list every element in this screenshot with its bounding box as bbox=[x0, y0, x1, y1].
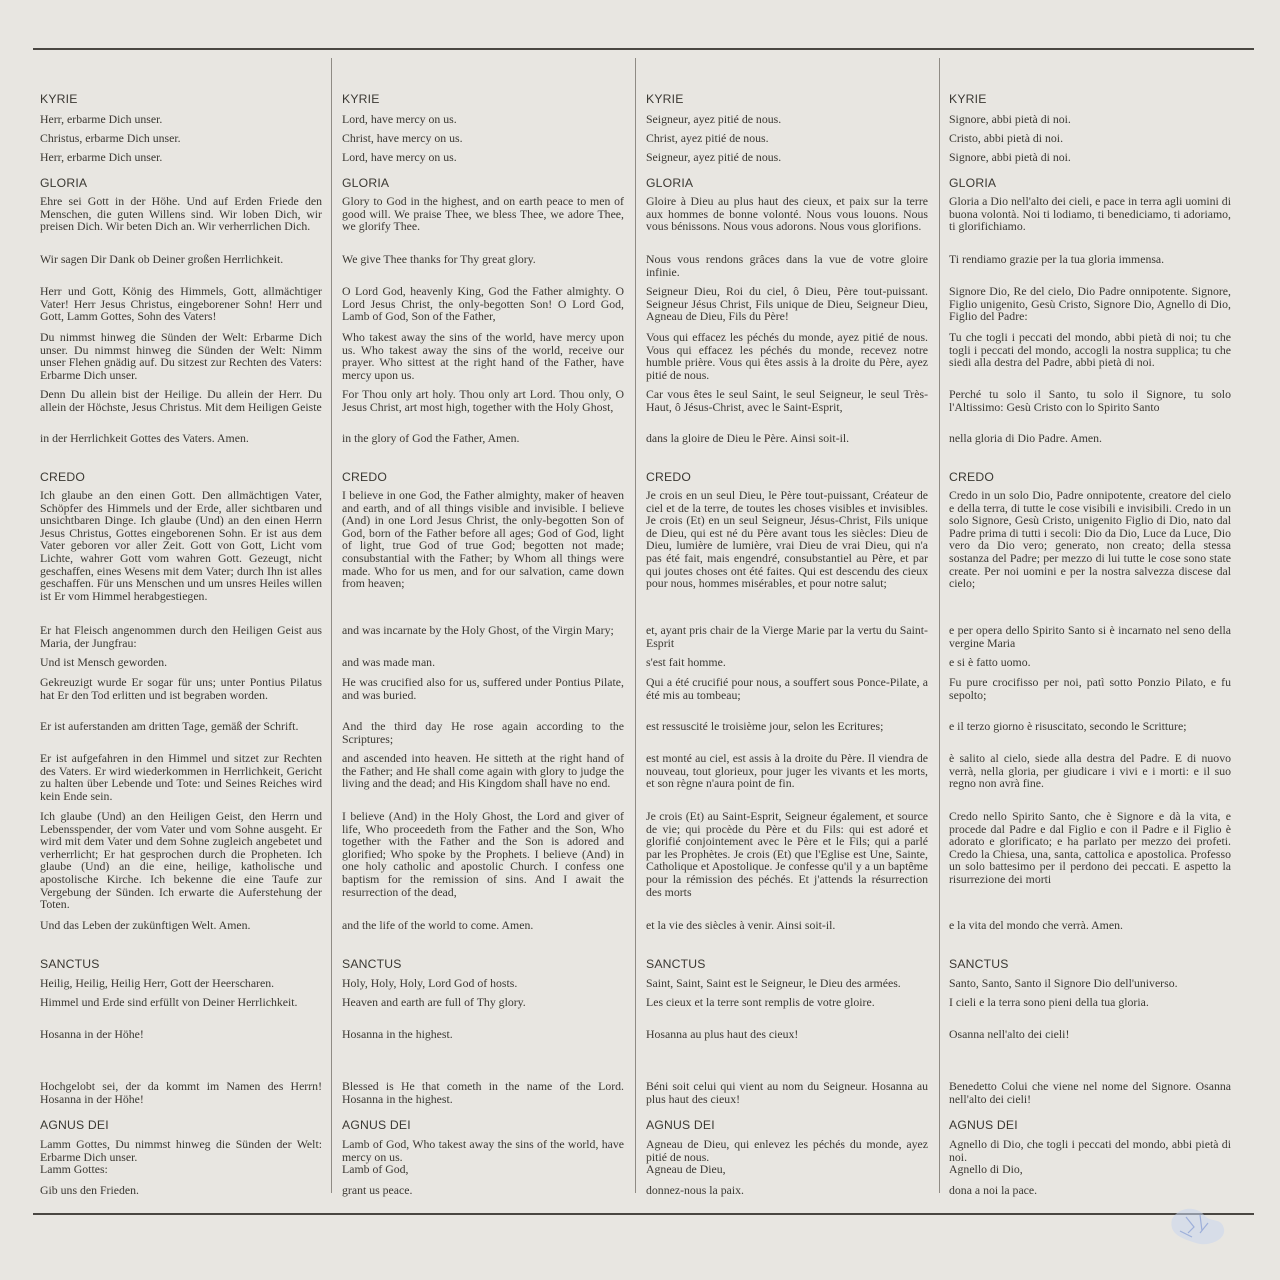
agnus-paragraph: Agneau de Dieu, qui enlevez les péchés du monde, ayez pitié de nous. bbox=[646, 1137, 928, 1164]
sanctus-paragraph: Santo, Santo, Santo il Signore Dio dell'universo. bbox=[949, 976, 1178, 990]
credo-paragraph: He was crucified also for us, suffered under Pontius Pilate, and was buried. bbox=[342, 675, 624, 702]
credo-paragraph: Und ist Mensch geworden. bbox=[40, 655, 168, 669]
credo-paragraph: e si è fatto uomo. bbox=[949, 655, 1031, 669]
gloria-title: GLORIA bbox=[342, 176, 390, 190]
sanctus-paragraph: Saint, Saint, Saint est le Seigneur, le Dieu des armées. bbox=[646, 976, 901, 990]
credo-paragraph: Credo in un solo Dio, Padre onnipotente, creatore del cielo e della terra, di tutte le cose visibili e invisibili. Credo in un solo Signore, Gesù Cristo, unigenito Figlio di Dio, nato dal Padre prima di tutti i secoli: Dio da Dio, Luce da Luce, Dio vero da Dio vero; generato, non creato; della stessa sostanza del Padre; per mezzo di lui tutte le cose sono state create. Per noi uomini e per la nostra salvezza discese dal cielo; bbox=[949, 488, 1231, 591]
credo-paragraph: I believe (And) in the Holy Ghost, the Lord and giver of life, Who proceedeth from the Father and the Son, Who together with the Father and the Son is adored and glorified; Who spoke by the Prophets. I believe (And) in one holy catholic and apostolic Church. I confess one baptism for the remission of sins. And I await the resurrection of the dead, bbox=[342, 809, 624, 899]
credo-paragraph: Gekreuzigt wurde Er sogar für uns; unter Pontius Pilatus hat Er den Tod erlitten und ist begraben worden. bbox=[40, 675, 322, 702]
credo-paragraph: Ich glaube an den einen Gott. Den allmächtigen Vater, Schöpfer des Himmels und der Erde, aller sichtbaren und unsichtbaren Dinge. Ich glaube (Und) an den einen Herrn Jesus Christus, Gottes eingeborenen Sohn. Er ist aus dem Vater geboren vor aller Zeit. Gott von Gott, Licht vom Lichte, wahrer Gott vom wahren Gott. Gezeugt, nicht geschaffen, eines Wesens mit dem Vater; durch Ihn ist alles geschaffen. Für uns Menschen und um unsres Heiles willen ist Er vom Himmel herabgestiegen. bbox=[40, 488, 322, 603]
credo-paragraph: I believe in one God, the Father almighty, maker of heaven and earth, and of all things visible and invisible. I believe (And) in one Lord Jesus Christ, the only-begotten Son of God, born of the Father before all ages; God of God, light of light, true God of true God; begotten not made; consubstantial with the Father; by Whom all things were made. Who for us men, and for our salvation, came down from heaven; bbox=[342, 488, 624, 591]
gloria-title: GLORIA bbox=[40, 176, 88, 190]
credo-title: CREDO bbox=[40, 470, 86, 484]
credo-paragraph: et la vie des siècles à venir. Ainsi soit-il. bbox=[646, 918, 836, 932]
sanctus-paragraph: Heaven and earth are full of Thy glory. bbox=[342, 995, 526, 1009]
credo-paragraph: Und das Leben der zukünftigen Welt. Amen. bbox=[40, 918, 251, 932]
kyrie-line: Cristo, abbi pietà di noi. bbox=[949, 131, 1064, 145]
gloria-paragraph: We give Thee thanks for Thy great glory. bbox=[342, 252, 536, 266]
credo-paragraph: and was made man. bbox=[342, 655, 436, 669]
credo-paragraph: Er hat Fleisch angenommen durch den Heiligen Geist aus Maria, der Jungfrau: bbox=[40, 623, 322, 650]
agnus-paragraph: Lamm Gottes: bbox=[40, 1162, 108, 1176]
sanctus-paragraph: Hosanna au plus haut des cieux! bbox=[646, 1027, 799, 1041]
gloria-paragraph: Du nimmst hinweg die Sünden der Welt: Erbarme Dich unser. Du nimmst hinweg die Sünden der Welt: Nimm unser Flehen gnädig auf. Du sitzest zur Rechten des Vaters: Erbarme Dich unser. bbox=[40, 330, 322, 382]
bottom-rule bbox=[33, 1213, 1254, 1215]
credo-title: CREDO bbox=[646, 470, 692, 484]
gloria-paragraph: Ehre sei Gott in der Höhe. Und auf Erden Friede den Menschen, die guten Willens sind. Wir loben Dich, wir preisen Dich. Wir beten Dich an. Wir verherrlichen Dich. bbox=[40, 194, 322, 234]
agnus-paragraph: Lamb of God, bbox=[342, 1162, 409, 1176]
gloria-paragraph: Signore Dio, Re del cielo, Dio Padre onnipotente. Signore, Figlio unigenito, Gesù Cristo, Signore Dio, Agnello di Dio, Figlio del Padre: bbox=[949, 284, 1231, 324]
agnus-title: AGNUS DEI bbox=[342, 1118, 411, 1132]
agnus-paragraph: Gib uns den Frieden. bbox=[40, 1183, 139, 1197]
credo-paragraph: Qui a été crucifié pour nous, a souffert sous Ponce-Pilate, a été mis au tombeau; bbox=[646, 675, 928, 702]
kyrie-line: Seigneur, ayez pitié de nous. bbox=[646, 150, 782, 164]
gloria-paragraph: Perché tu solo il Santo, tu solo il Signore, tu solo l'Altissimo: Gesù Cristo con lo Spirito Santo bbox=[949, 387, 1231, 414]
gloria-paragraph: Wir sagen Dir Dank ob Deiner großen Herrlichkeit. bbox=[40, 252, 284, 266]
gloria-paragraph: in the glory of God the Father, Amen. bbox=[342, 431, 520, 445]
credo-title: CREDO bbox=[949, 470, 995, 484]
kyrie-line: Seigneur, ayez pitié de nous. bbox=[646, 112, 782, 126]
sanctus-title: SANCTUS bbox=[342, 957, 402, 971]
kyrie-line: Christus, erbarme Dich unser. bbox=[40, 131, 181, 145]
kyrie-title: KYRIE bbox=[40, 92, 78, 106]
sanctus-paragraph: Béni soit celui qui vient au nom du Seigneur. Hosanna au plus haut des cieux! bbox=[646, 1079, 928, 1106]
gloria-paragraph: Car vous êtes le seul Saint, le seul Seigneur, le seul Très-Haut, ô Jésus-Christ, avec le Saint-Esprit, bbox=[646, 387, 928, 414]
kyrie-line: Christ, have mercy on us. bbox=[342, 131, 463, 145]
column-divider bbox=[939, 58, 940, 1193]
gloria-paragraph: Nous vous rendons grâces dans la vue de votre gloire infinie. bbox=[646, 252, 928, 279]
gloria-paragraph: dans la gloire de Dieu le Père. Ainsi soit-il. bbox=[646, 431, 850, 445]
credo-paragraph: And the third day He rose again according to the Scriptures; bbox=[342, 719, 624, 746]
sanctus-paragraph: Heilig, Heilig, Heilig Herr, Gott der Heerscharen. bbox=[40, 976, 275, 990]
sanctus-paragraph: Himmel und Erde sind erfüllt von Deiner Herrlichkeit. bbox=[40, 995, 298, 1009]
gloria-paragraph: Denn Du allein bist der Heilige. Du allein der Herr. Du allein der Höchste, Jesus Christus. Mit dem Heiligen Geiste bbox=[40, 387, 322, 414]
credo-paragraph: and the life of the world to come. Amen. bbox=[342, 918, 534, 932]
agnus-paragraph: Agnello di Dio, che togli i peccati del mondo, abbi pietà di noi. bbox=[949, 1137, 1231, 1164]
credo-paragraph: e per opera dello Spirito Santo si è incarnato nel seno della vergine Maria bbox=[949, 623, 1231, 650]
gloria-paragraph: in der Herrlichkeit Gottes des Vaters. Amen. bbox=[40, 431, 249, 445]
sanctus-paragraph: Hochgelobt sei, der da kommt im Namen des Herrn! Hosanna in der Höhe! bbox=[40, 1079, 322, 1106]
agnus-title: AGNUS DEI bbox=[646, 1118, 715, 1132]
agnus-title: AGNUS DEI bbox=[949, 1118, 1018, 1132]
gloria-paragraph: Vous qui effacez les péchés du monde, ayez pitié de nous. Vous qui effacez les péchés du monde, recevez notre humble prière. Vous qui êtes assis à la droite du Père, ayez pitié de nous. bbox=[646, 330, 928, 382]
credo-paragraph: Ich glaube (Und) an den Heiligen Geist, den Herrn und Lebensspender, der vom Vater und vom Sohne ausgeht. Er wird mit dem Vater und dem Sohne zugleich angebetet und verherrlicht; Er hat gesprochen durch die Propheten. Ich glaube (Und) an die eine, heilige, katholische und apostolische Kirche. Ich bekenne die eine Taufe zur Vergebung der Sünden. Ich erwarte die Auferstehung der Toten. bbox=[40, 809, 322, 912]
credo-paragraph: e il terzo giorno è risuscitato, secondo le Scritture; bbox=[949, 719, 1187, 733]
top-rule bbox=[33, 48, 1254, 50]
credo-paragraph: and ascended into heaven. He sitteth at the right hand of the Father; and He shall come again with glory to judge the living and the dead; and His Kingdom shall have no end. bbox=[342, 751, 624, 791]
sanctus-paragraph: Blessed is He that cometh in the name of the Lord. Hosanna in the highest. bbox=[342, 1079, 624, 1106]
ink-stamp-icon bbox=[1162, 1199, 1232, 1255]
gloria-paragraph: Herr und Gott, König des Himmels, Gott, allmächtiger Vater! Herr Jesus Christus, eingeborener Sohn! Herr und Gott, Lamm Gottes, Sohn des Vaters! bbox=[40, 284, 322, 324]
column-english bbox=[342, 92, 624, 1202]
gloria-title: GLORIA bbox=[646, 176, 694, 190]
gloria-paragraph: Glory to God in the highest, and on earth peace to men of good will. We praise Thee, we bless Thee, we adore Thee, we glorify Thee. bbox=[342, 194, 624, 234]
credo-paragraph: et, ayant pris chair de la Vierge Marie par la vertu du Saint-Esprit bbox=[646, 623, 928, 650]
sanctus-paragraph: I cieli e la terra sono pieni della tua gloria. bbox=[949, 995, 1149, 1009]
sanctus-title: SANCTUS bbox=[949, 957, 1009, 971]
sanctus-title: SANCTUS bbox=[646, 957, 706, 971]
gloria-paragraph: Ti rendiamo grazie per la tua gloria immensa. bbox=[949, 252, 1165, 266]
agnus-paragraph: Agnello di Dio, bbox=[949, 1162, 1023, 1176]
gloria-paragraph: O Lord God, heavenly King, God the Father almighty. O Lord Jesus Christ, the only-begotten Son! O Lord God, Lamb of God, Son of the Father, bbox=[342, 284, 624, 324]
kyrie-title: KYRIE bbox=[949, 92, 987, 106]
column-french bbox=[646, 92, 928, 1202]
credo-title: CREDO bbox=[342, 470, 388, 484]
agnus-paragraph: dona a noi la pace. bbox=[949, 1183, 1038, 1197]
agnus-paragraph: grant us peace. bbox=[342, 1183, 413, 1197]
gloria-title: GLORIA bbox=[949, 176, 997, 190]
credo-paragraph: Credo nello Spirito Santo, che è Signore e dà la vita, e procede dal Padre e dal Figlio e con il Padre e il Figlio è adorato e glorificato; e ha parlato per mezzo dei profeti. Credo la Chiesa, una, santa, cattolica e apostolica. Professo un solo battesimo per il perdono dei peccati. E aspetto la risurrezione dei morti bbox=[949, 809, 1231, 886]
column-divider bbox=[635, 58, 636, 1193]
credo-paragraph: est ressuscité le troisième jour, selon les Ecritures; bbox=[646, 719, 884, 733]
gloria-paragraph: Seigneur Dieu, Roi du ciel, ô Dieu, Père tout-puissant. Seigneur Jésus Christ, Fils unique de Dieu, Seigneur Dieu, Agneau de Dieu, Fils du Père! bbox=[646, 284, 928, 324]
agnus-title: AGNUS DEI bbox=[40, 1118, 109, 1132]
sanctus-paragraph: Osanna nell'alto dei cieli! bbox=[949, 1027, 1070, 1041]
credo-paragraph: Je crois (Et) au Saint-Esprit, Seigneur également, et source de vie; qui procède du Père et du Fils: qui est adoré et glorifié conjointement avec le Père et le Fils; qui a parlé par les Prophètes. Je crois (Et) que l'Eglise est Une, Sainte, Catholique et Apostolique. Je confesse qu'il y a un baptême pour la rémission des péchés. Et j'attends la résurrection des morts bbox=[646, 809, 928, 899]
kyrie-line: Herr, erbarme Dich unser. bbox=[40, 112, 163, 126]
credo-paragraph: Er ist auferstanden am dritten Tage, gemäß der Schrift. bbox=[40, 719, 299, 733]
kyrie-title: KYRIE bbox=[646, 92, 684, 106]
kyrie-line: Herr, erbarme Dich unser. bbox=[40, 150, 163, 164]
kyrie-line: Lord, have mercy on us. bbox=[342, 150, 457, 164]
credo-paragraph: Fu pure crocifisso per noi, patì sotto Ponzio Pilato, e fu sepolto; bbox=[949, 675, 1231, 702]
credo-paragraph: e la vita del mondo che verrà. Amen. bbox=[949, 918, 1123, 932]
gloria-paragraph: nella gloria di Dio Padre. Amen. bbox=[949, 431, 1102, 445]
column-german bbox=[40, 92, 322, 1202]
gloria-paragraph: Gloire à Dieu au plus haut des cieux, et paix sur la terre aux hommes de bonne volonté. Nous vous louons. Nous vous bénissons. Nous vous adorons. Nous vous glorifions. bbox=[646, 194, 928, 234]
credo-paragraph: Je crois en un seul Dieu, le Père tout-puissant, Créateur de ciel et de la terre, de toutes les choses visibles et invisibles. Je crois (Et) en un seul Seigneur, Jésus-Christ, Fils unique de Dieu, qui est né du Père avant tous les siècles: Dieu de Dieu, lumière de lumière, vrai Dieu de vrai Dieu, qui n'a pas été fait, mais engendré, consubstantiel au Père, et par qui joutes choses ont été faites. Qui est descendu des cieux pour nous, hommes misérables, et pour notre salut; bbox=[646, 488, 928, 591]
sanctus-paragraph: Hosanna in der Höhe! bbox=[40, 1027, 144, 1041]
kyrie-title: KYRIE bbox=[342, 92, 380, 106]
agnus-paragraph: donnez-nous la paix. bbox=[646, 1183, 744, 1197]
kyrie-line: Lord, have mercy on us. bbox=[342, 112, 457, 126]
kyrie-line: Signore, abbi pietà di noi. bbox=[949, 150, 1071, 164]
gloria-paragraph: Tu che togli i peccati del mondo, abbi pietà di noi; tu che togli i peccati del mondo, accogli la nostra supplica; tu che siedi alla destra del Padre, abbi pietà di noi. bbox=[949, 330, 1231, 370]
agnus-paragraph: Lamm Gottes, Du nimmst hinweg die Sünden der Welt: Erbarme Dich unser. bbox=[40, 1137, 322, 1164]
sanctus-paragraph: Hosanna in the highest. bbox=[342, 1027, 453, 1041]
gloria-paragraph: For Thou only art holy. Thou only art Lord. Thou only, O Jesus Christ, art most high, together with the Holy Ghost, bbox=[342, 387, 624, 414]
credo-paragraph: est monté au ciel, est assis à la droite du Père. Il viendra de nouveau, tout glorieux, pour juger les vivants et les morts, et son règne n'aura point de fin. bbox=[646, 751, 928, 791]
sanctus-title: SANCTUS bbox=[40, 957, 100, 971]
credo-paragraph: Er ist aufgefahren in den Himmel und sitzet zur Rechten des Vaters. Er wird wiederkommen in Herrlichkeit, Gericht zu halten über Lebende und Tote: und Seines Reiches wird kein Ende sein. bbox=[40, 751, 322, 803]
column-divider bbox=[331, 58, 332, 1193]
agnus-paragraph: Agneau de Dieu, bbox=[646, 1162, 726, 1176]
kyrie-line: Signore, abbi pietà di noi. bbox=[949, 112, 1071, 126]
credo-paragraph: è salito al cielo, siede alla destra del Padre. E di nuovo verrà, nella gloria, per giudicare i vivi e i morti: e il suo regno non avrà fine. bbox=[949, 751, 1231, 791]
gloria-paragraph: Gloria a Dio nell'alto dei cieli, e pace in terra agli uomini di buona volontà. Noi ti lodiamo, ti benediciamo, ti adoriamo, ti glorifichiamo. bbox=[949, 194, 1231, 234]
sanctus-paragraph: Benedetto Colui che viene nel nome del Signore. Osanna nell'alto dei cieli! bbox=[949, 1079, 1231, 1106]
gloria-paragraph: Who takest away the sins of the world, have mercy upon us. Who takest away the sins of the world, receive our prayer. Who sittest at the right hand of the Father, have mercy upon us. bbox=[342, 330, 624, 382]
sanctus-paragraph: Holy, Holy, Holy, Lord God of hosts. bbox=[342, 976, 518, 990]
sanctus-paragraph: Les cieux et la terre sont remplis de votre gloire. bbox=[646, 995, 875, 1009]
kyrie-line: Christ, ayez pitié de nous. bbox=[646, 131, 769, 145]
credo-paragraph: s'est fait homme. bbox=[646, 655, 726, 669]
credo-paragraph: and was incarnate by the Holy Ghost, of the Virgin Mary; bbox=[342, 623, 614, 637]
agnus-paragraph: Lamb of God, Who takest away the sins of the world, have mercy on us. bbox=[342, 1137, 624, 1164]
column-italian bbox=[949, 92, 1231, 1202]
